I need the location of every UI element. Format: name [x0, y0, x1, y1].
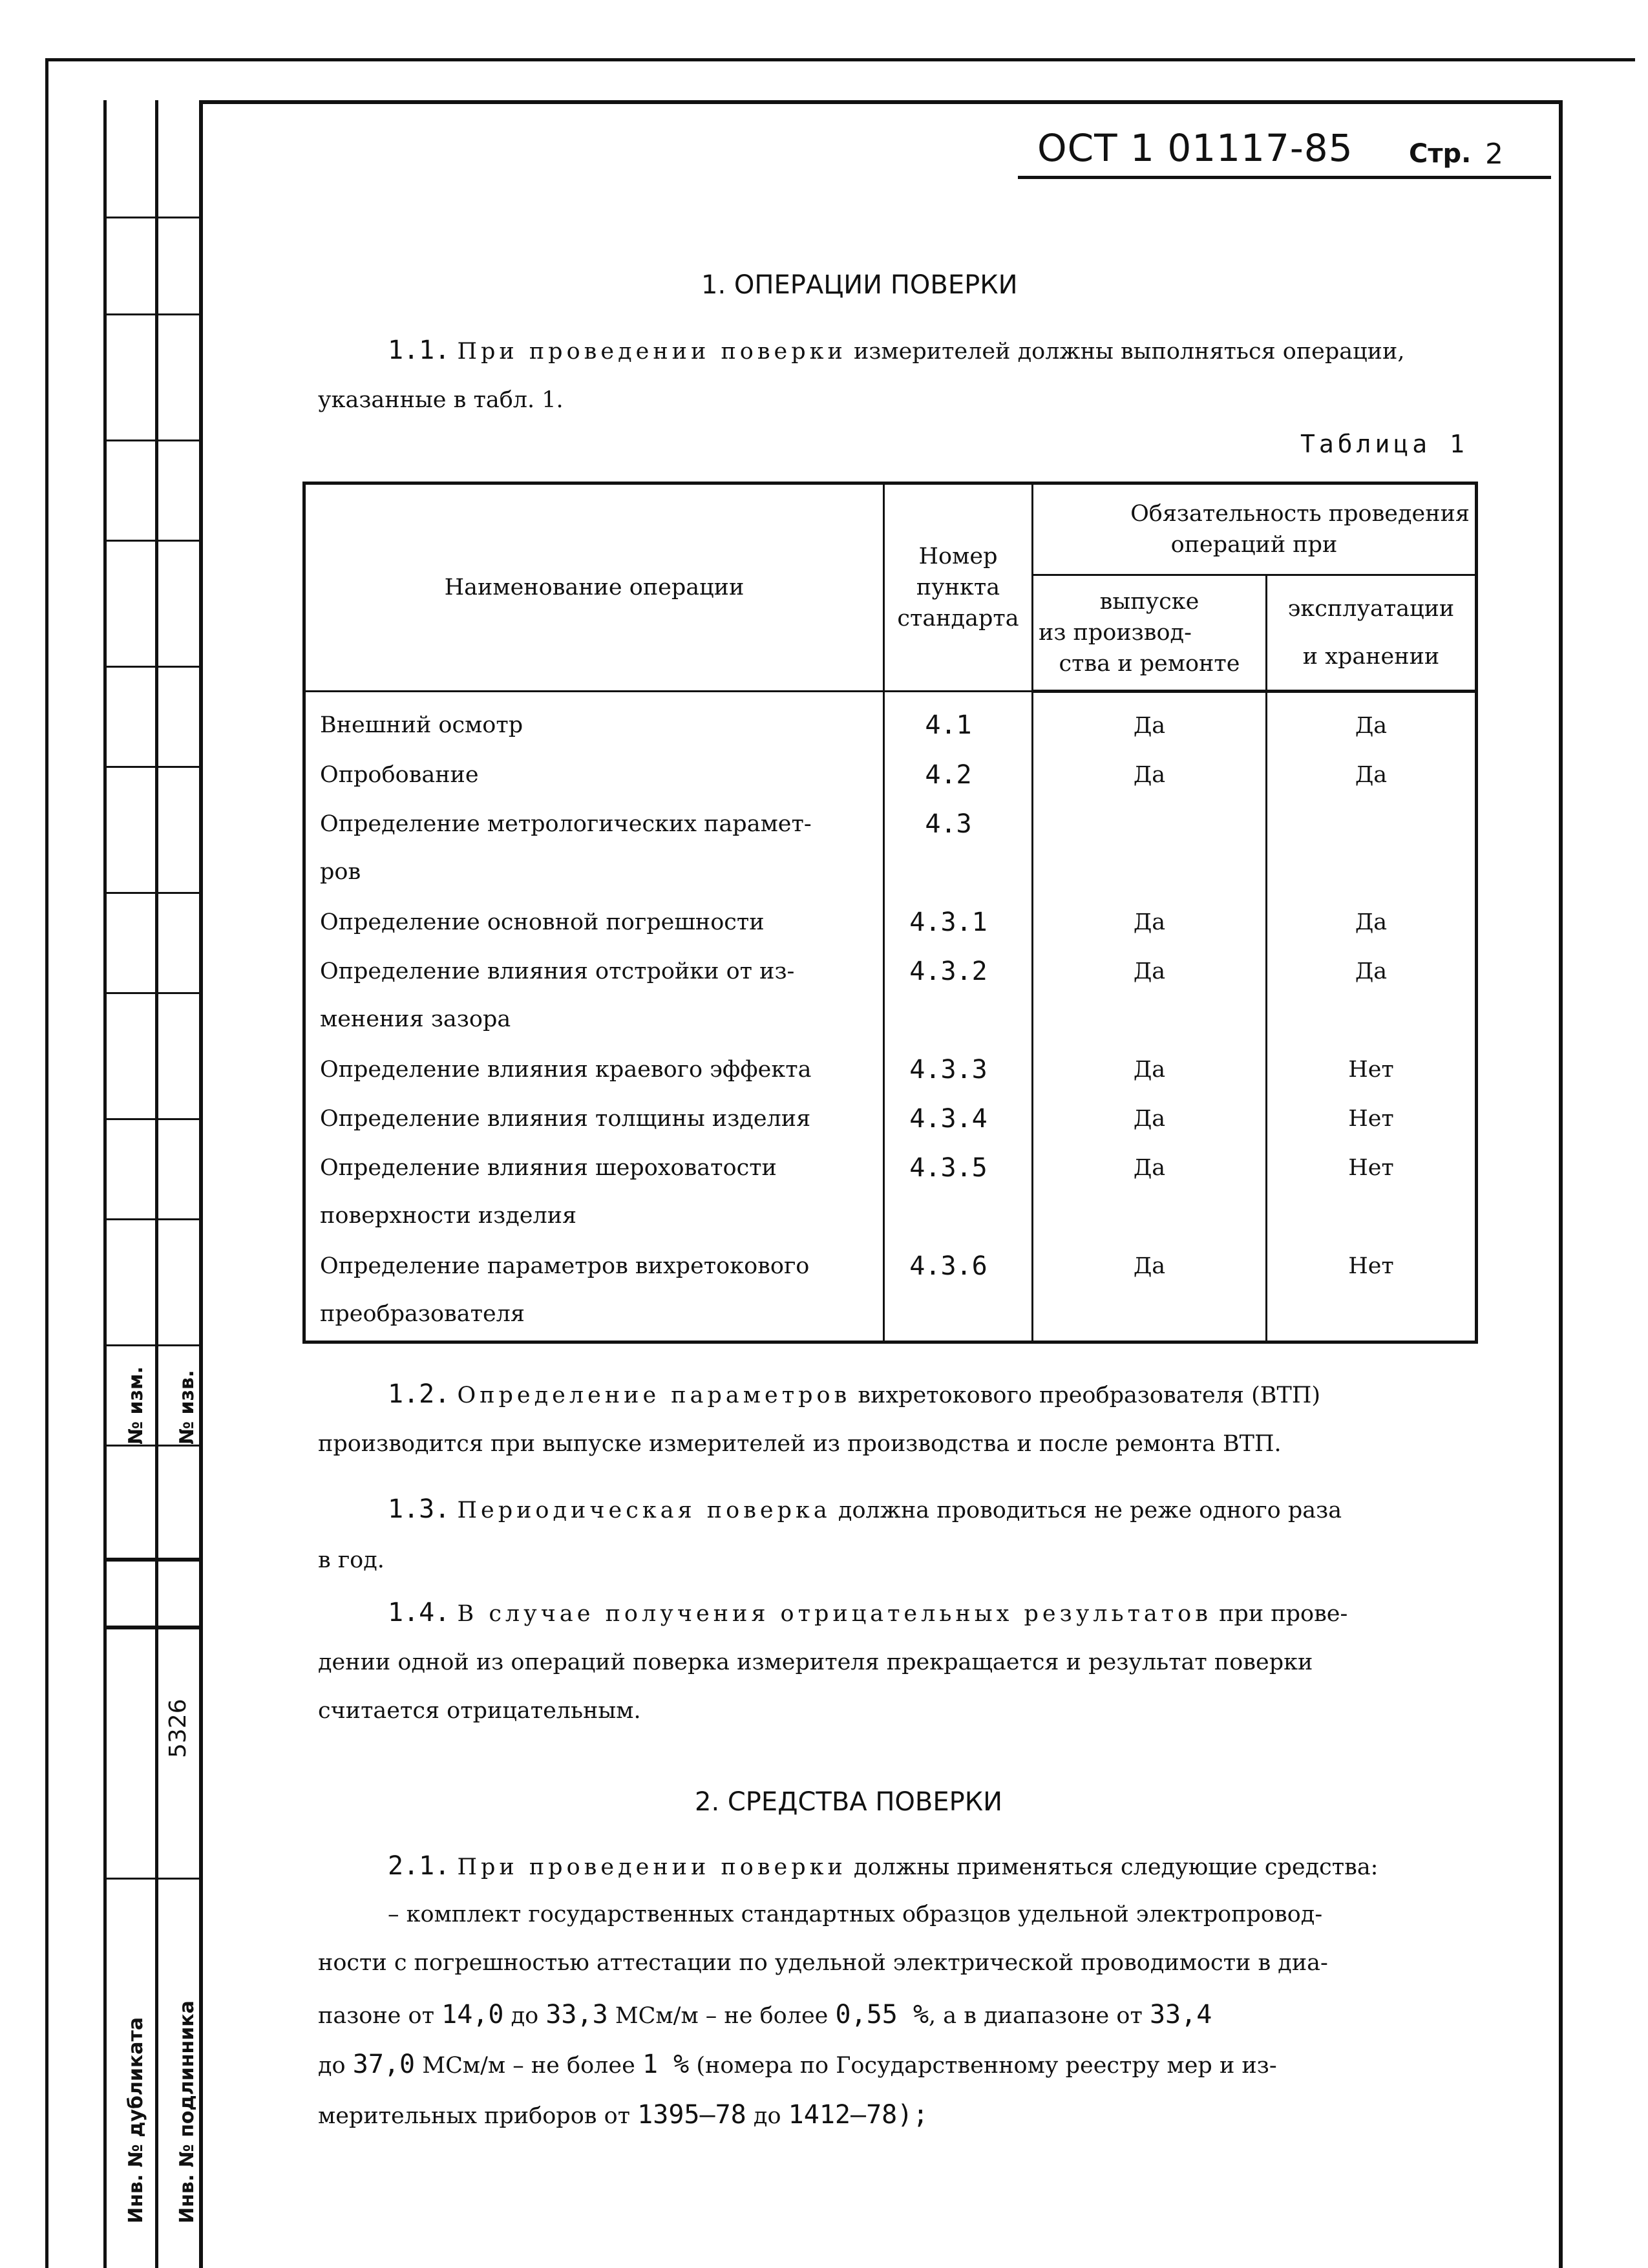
paragraph-lead: При проведении поверки [457, 1854, 847, 1880]
strip-divider [103, 100, 107, 2268]
paragraph-1-2-line1 [388, 1370, 1320, 1419]
cell-operation-name: Определение влияния толщины изделия [304, 1095, 884, 1144]
cell-point: 4.3.2 [884, 948, 1033, 1046]
paragraph-lead: В случае получения отрицательных результатов [457, 1601, 1212, 1627]
cell-release: Да [1033, 1095, 1267, 1144]
paragraph-number: 1.2. [388, 1379, 450, 1409]
paragraph-1-4-line3: считается отрицательным. [318, 1698, 641, 1724]
table-row [304, 692, 1477, 752]
table-filler-row [304, 1341, 1477, 1342]
list-item-line5: мерительных приборов от 1395–78 до 1412–78); [318, 2100, 929, 2130]
paragraph-number: 1.3. [388, 1494, 450, 1524]
paragraph-1-2-line2: производится при выпуске измерителей из производства и после ремонта ВТП. [318, 1431, 1282, 1457]
cell-point: 4.3.6 [884, 1242, 1033, 1341]
cell-release: Да [1033, 948, 1267, 1046]
paragraph-1-1-line2: указанные в табл. 1. [318, 387, 564, 413]
page-number: 2 [1485, 138, 1503, 171]
cell-operation-name: Определение влияния отстройки от из- менения зазора [304, 948, 884, 1046]
cell-release: Да [1033, 692, 1267, 752]
cell-release: Да [1033, 1144, 1267, 1242]
cell-release [1033, 800, 1267, 898]
paragraph-number: 1.1. [388, 335, 450, 365]
paragraph-text: вихретокового преобразователя (ВТП) [858, 1383, 1320, 1408]
paragraph-number: 1.4. [388, 1598, 450, 1627]
paragraph-text: должна проводиться не реже одного раза [838, 1498, 1342, 1523]
table-row [304, 1242, 1477, 1341]
paragraph-text: измерителей должны выполняться операции, [854, 339, 1405, 365]
table-row [304, 751, 1477, 800]
cell-operation-name: Опробование [304, 751, 884, 800]
strip-label-changes: № изм. [125, 1366, 147, 1445]
strip-rule [103, 313, 199, 315]
cell-release: Да [1033, 1242, 1267, 1341]
strip-rule [103, 1344, 199, 1346]
header-point: Номер пункта стандарта [884, 483, 1033, 692]
paragraph-2-1-line1 [388, 1842, 1378, 1891]
cell-point: 4.3.3 [884, 1046, 1033, 1095]
table-caption: Таблица 1 [1300, 430, 1468, 458]
strip-rule [103, 766, 199, 768]
strip-rule [103, 1218, 199, 1220]
strip-inv-value: 5326 [165, 1699, 191, 1758]
list-item-line1: – комплект государственных стандартных образцов удельной электропровод- [388, 1902, 1323, 1927]
cell-operation-name: Внешний осмотр [304, 692, 884, 752]
cell-point: 4.3.4 [884, 1095, 1033, 1144]
cell-release: Да [1033, 1046, 1267, 1095]
cell-point: 4.1 [884, 692, 1033, 752]
operations-table [302, 482, 1478, 1344]
paragraph-lead: Периодическая поверка [457, 1498, 831, 1523]
cell-operation [1267, 800, 1477, 898]
paragraph-1-4-line2: дении одной из операций поверка измерителя прекращается и результат поверки [318, 1649, 1313, 1675]
header-rule [1018, 176, 1551, 179]
paragraph-text: при прове- [1219, 1601, 1348, 1627]
strip-label-document: № изв. [176, 1370, 198, 1445]
section-2-title: 2. СРЕДСТВА ПОВЕРКИ [695, 1787, 1003, 1817]
strip-rule [103, 1445, 199, 1447]
cell-operation-name: Определение влияния шероховатости поверхности изделия [304, 1144, 884, 1242]
cell-operation-name: Определение параметров вихретокового преобразователя [304, 1242, 884, 1341]
cell-operation-name: Определение основной погрешности [304, 898, 884, 948]
cell-point: 4.2 [884, 751, 1033, 800]
cell-operation: Нет [1267, 1046, 1477, 1095]
paragraph-1-1-line1 [388, 326, 1404, 376]
cell-operation: Нет [1267, 1095, 1477, 1144]
paragraph-text: должны применяться следующие средства: [854, 1854, 1379, 1880]
cell-operation: Да [1267, 692, 1477, 752]
side-strip [103, 100, 199, 2268]
paragraph-1-4-line1 [388, 1589, 1347, 1638]
cell-operation: Нет [1267, 1242, 1477, 1341]
strip-rule [103, 1118, 199, 1120]
table-row [304, 948, 1477, 1046]
document-code: ОСТ 1 01117-85 [1037, 126, 1353, 170]
paragraph-1-3-line2: в год. [318, 1547, 385, 1573]
strip-label-duplicate: Инв. № дубликата [125, 2017, 147, 2223]
strip-rule [103, 1878, 199, 1880]
cell-point: 4.3.1 [884, 898, 1033, 948]
strip-divider [155, 100, 158, 2268]
paragraph-number: 2.1. [388, 1851, 450, 1881]
cell-point: 4.3.5 [884, 1144, 1033, 1242]
header-mandatory: Обязательность проведения операций при [1033, 483, 1477, 575]
cell-release: Да [1033, 898, 1267, 948]
paragraph-1-3-line1 [388, 1485, 1342, 1534]
list-item-line4: до 37,0 МСм/м – не более 1 % (номера по Государственному реестру мер и из- [318, 2050, 1277, 2079]
table-row [304, 1095, 1477, 1144]
header-operation-name: Наименование операции [304, 483, 884, 692]
header-release: выпуске из производ- ства и ремонте [1033, 575, 1267, 692]
cell-release: Да [1033, 751, 1267, 800]
strip-rule [103, 217, 199, 218]
cell-operation-name: Определение влияния краевого эффекта [304, 1046, 884, 1095]
paragraph-lead: Определение параметров [457, 1383, 851, 1408]
paragraph-lead: При проведении поверки [457, 339, 847, 365]
table-row [304, 1144, 1477, 1242]
strip-rule [103, 1558, 199, 1562]
strip-rule [103, 892, 199, 894]
page-label: Стр. [1409, 139, 1472, 169]
cell-operation: Да [1267, 751, 1477, 800]
strip-rule [103, 440, 199, 441]
cell-operation: Нет [1267, 1144, 1477, 1242]
section-1-title: 1. ОПЕРАЦИИ ПОВЕРКИ [701, 270, 1018, 300]
strip-rule [103, 992, 199, 994]
strip-rule [103, 666, 199, 668]
table-row [304, 800, 1477, 898]
list-item-line2: ности с погрешностью аттестации по удельной электрической проводимости в диа- [318, 1950, 1328, 1976]
strip-rule [103, 540, 199, 542]
header-operation: эксплуатации и хранении [1267, 575, 1477, 692]
strip-label-original: Инв. № подлинника [176, 2000, 198, 2223]
list-item-line3: пазоне от 14,0 до 33,3 МСм/м – не более 0,55 %, а в диапазоне от 33,4 [318, 2000, 1212, 2030]
table-row [304, 898, 1477, 948]
strip-rule [103, 1626, 199, 1629]
operations-table-body [304, 692, 1477, 1342]
cell-operation: Да [1267, 948, 1477, 1046]
cell-point: 4.3 [884, 800, 1033, 898]
table-row [304, 1046, 1477, 1095]
cell-operation: Да [1267, 898, 1477, 948]
cell-operation-name: Определение метрологических парамет- ров [304, 800, 884, 898]
